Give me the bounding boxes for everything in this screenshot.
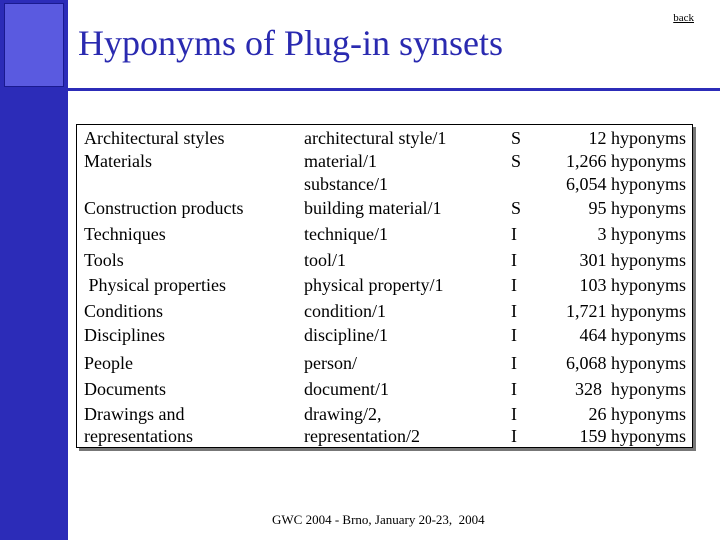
type-cell: I (511, 301, 517, 321)
category-cell: Conditions (84, 301, 164, 321)
category-cell: Tools (84, 250, 124, 270)
count-cell: 1,721 hyponyms (565, 301, 686, 321)
category-cell: Disciplines (84, 325, 165, 345)
synset-cell: substance/1 (304, 174, 388, 194)
synset-cell: material/1 (304, 151, 377, 171)
title-underline (68, 88, 720, 91)
count-cell: 1,266 hyponyms (565, 151, 686, 171)
type-cell: I (511, 379, 517, 399)
count-cell: 26 hyponyms (588, 404, 686, 424)
count-cell: 6,068 hyponyms (565, 353, 686, 373)
footer-text: GWC 2004 - Brno, January 20-23, 2004 (272, 512, 485, 527)
type-cell: I (511, 250, 517, 270)
synset-cell: architectural style/1 (304, 128, 447, 148)
category-cell: Construction products (84, 198, 244, 218)
category-cell: Physical properties (84, 275, 226, 295)
synset-cell: tool/1 (304, 250, 347, 270)
count-cell: 12 hyponyms (588, 128, 686, 148)
category-cell: People (84, 353, 133, 373)
synset-cell: document/1 (304, 379, 389, 399)
synset-cell: drawing/2, (304, 404, 382, 424)
count-cell: 95 hyponyms (588, 198, 686, 218)
synset-cell: building material/1 (304, 198, 442, 218)
synset-cell: representation/2 (304, 426, 420, 446)
category-cell: Techniques (84, 224, 166, 244)
category-cell: Drawings and (84, 404, 185, 424)
synset-cell: person/ (304, 353, 357, 373)
category-cell: Documents (84, 379, 166, 399)
type-cell: I (511, 325, 517, 345)
category-cell: Materials (84, 151, 152, 171)
count-cell: 301 hyponyms (579, 250, 686, 270)
corner-accent-square (4, 3, 64, 87)
count-cell: 3 hyponyms (597, 224, 686, 244)
type-cell: S (511, 198, 522, 218)
type-cell: S (511, 151, 522, 171)
category-cell: representations (84, 426, 193, 446)
synset-cell: physical property/1 (304, 275, 444, 295)
count-cell: 103 hyponyms (579, 275, 686, 295)
type-cell: I (511, 275, 517, 295)
hyponym-table (76, 124, 693, 448)
count-cell: 159 hyponyms (579, 426, 686, 446)
count-cell: 6,054 hyponyms (565, 174, 686, 194)
synset-cell: condition/1 (304, 301, 386, 321)
synset-cell: discipline/1 (304, 325, 388, 345)
count-cell: 328 hyponyms (574, 379, 686, 399)
back-link[interactable]: back (673, 12, 694, 24)
type-cell: I (511, 404, 517, 424)
category-cell: Architectural styles (84, 128, 225, 148)
type-cell: I (511, 426, 517, 446)
count-cell: 464 hyponyms (579, 325, 686, 345)
synset-cell: technique/1 (304, 224, 388, 244)
slide-title: Hyponyms of Plug-in synsets (78, 23, 504, 63)
type-cell: S (511, 128, 522, 148)
type-cell: I (511, 353, 517, 373)
type-cell: I (511, 224, 517, 244)
